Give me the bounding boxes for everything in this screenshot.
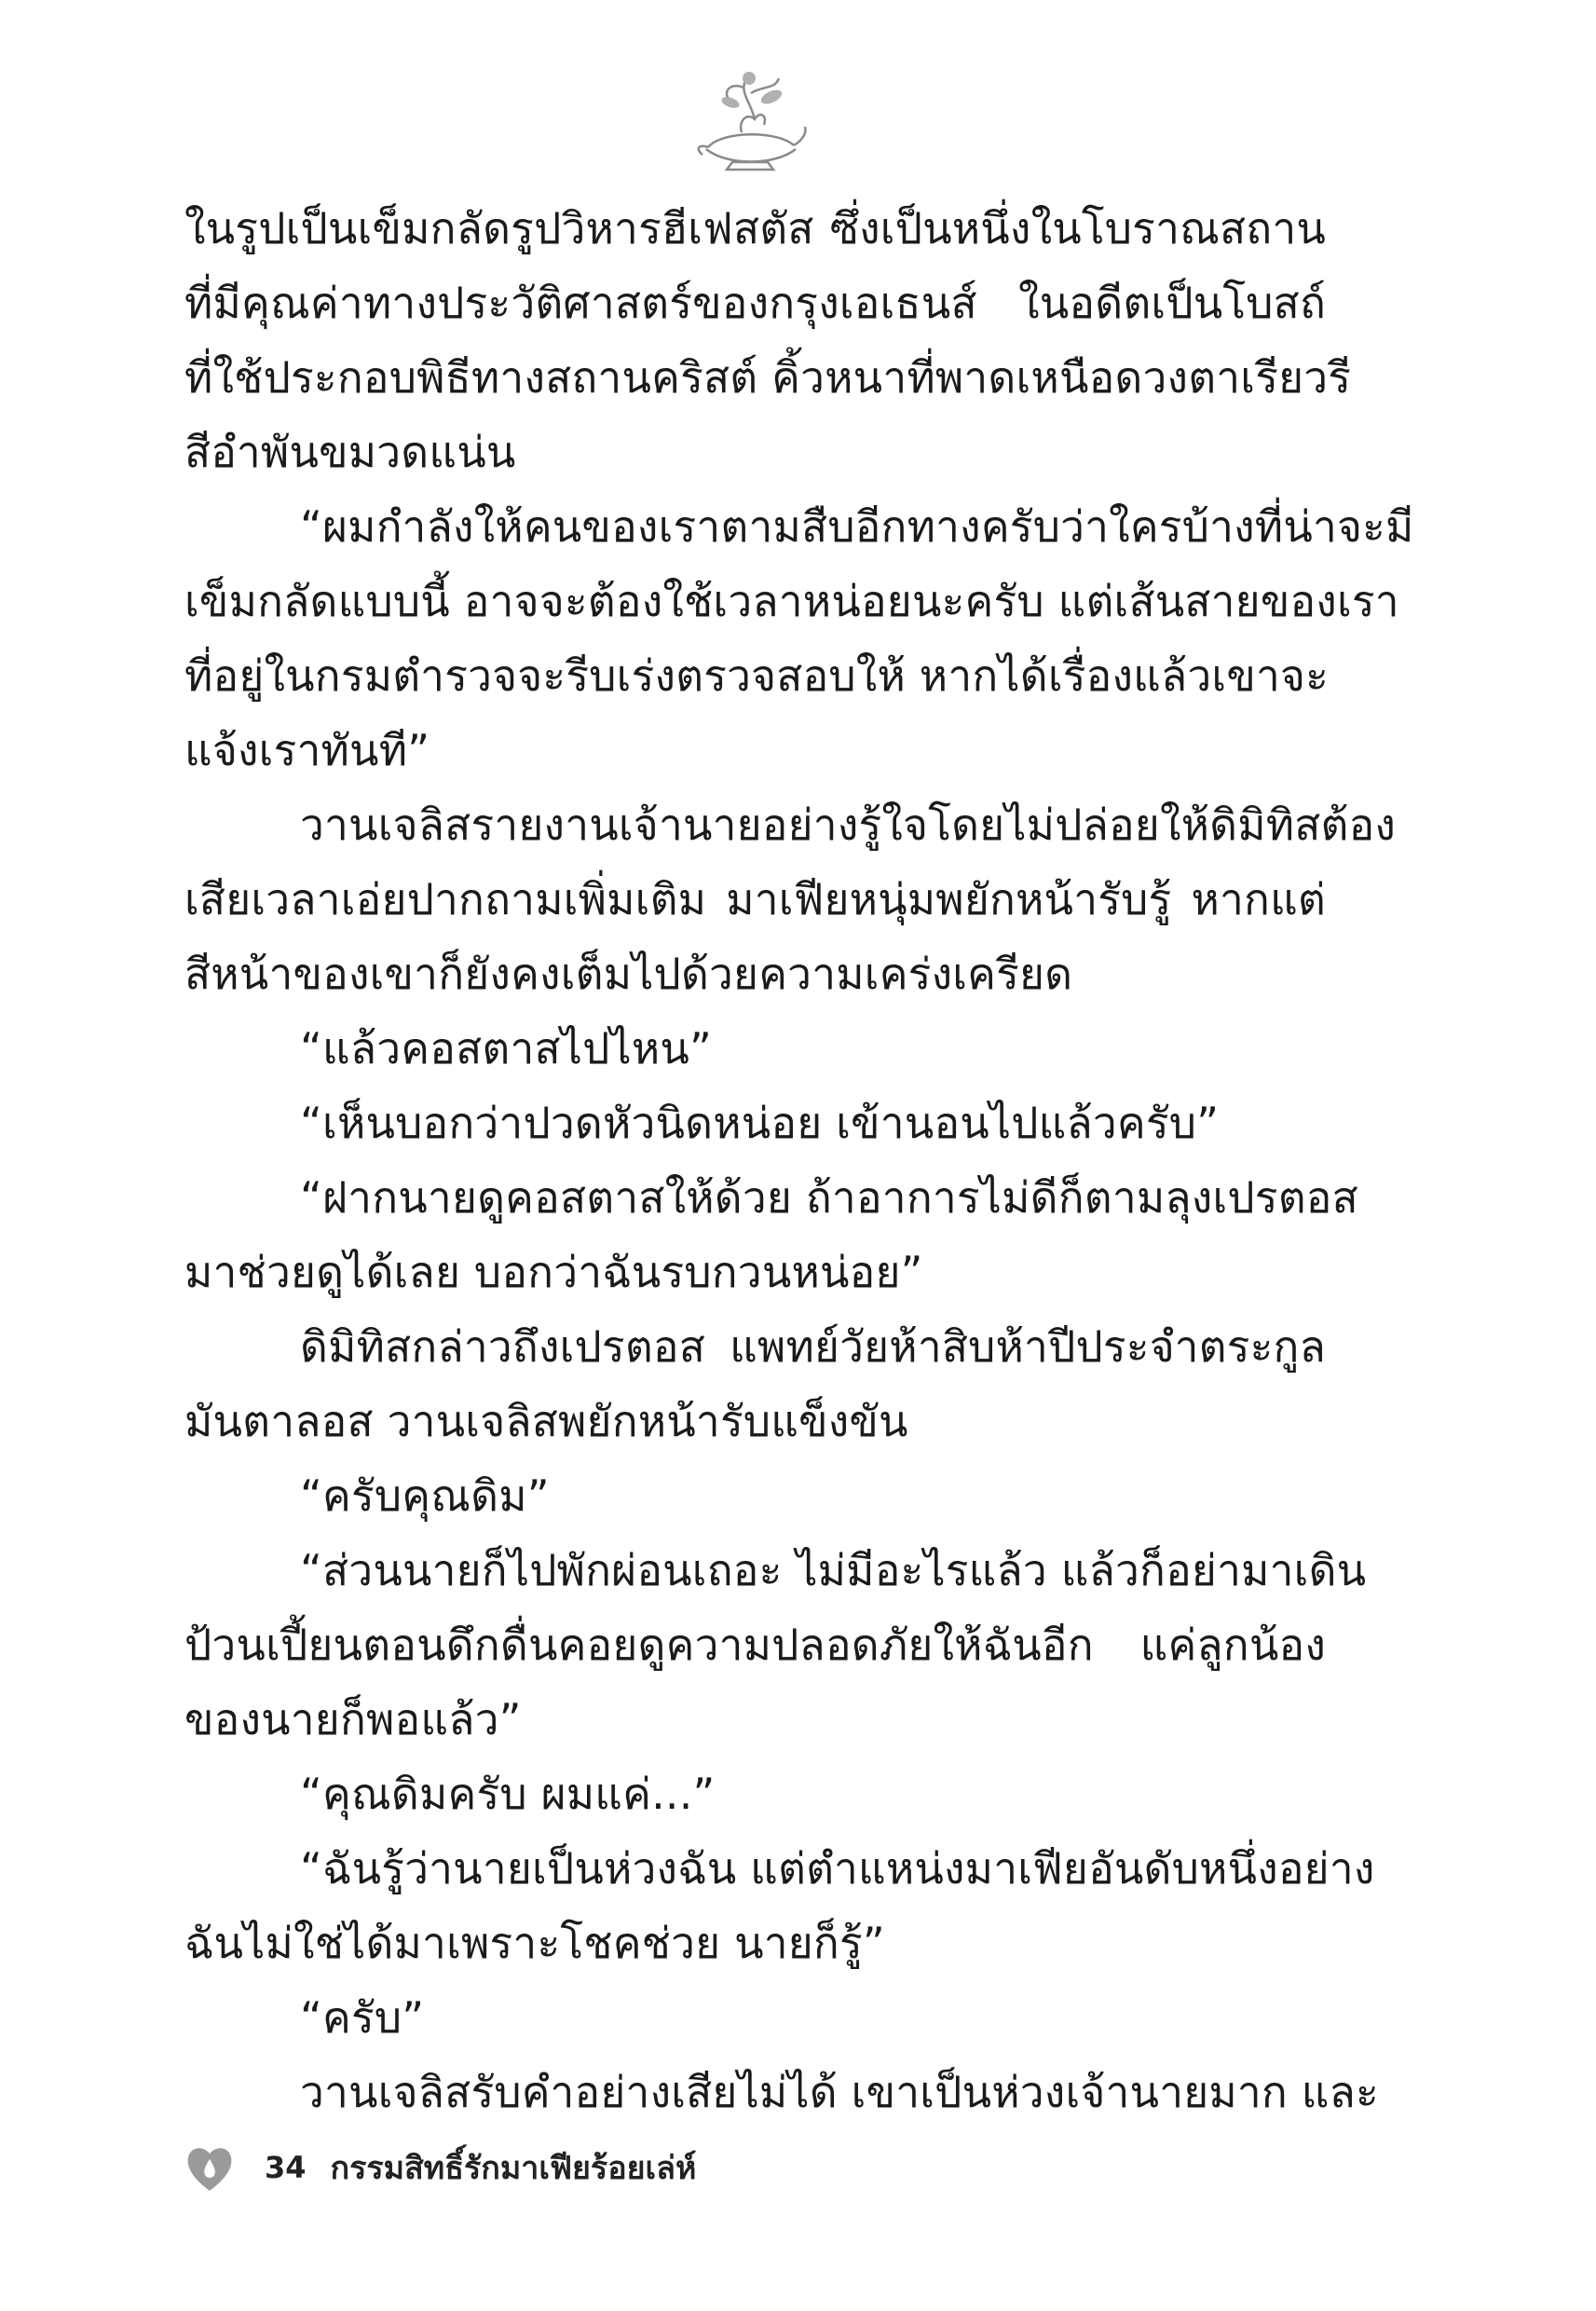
text-line: สีอำพันขมวดแน่น	[184, 427, 516, 477]
text-line: ในรูปเป็นเข็มกลัดรูปวิหารฮีเฟสตัส ซึ่งเป็นหนึ่งในโบราณสถาน	[184, 203, 1326, 253]
text-line: มาช่วยดูได้เลย บอกว่าฉันรบกวนหน่อย”	[184, 1247, 923, 1297]
text-line: มันตาลอส วานเจลิสพยักหน้ารับแข็งขัน	[184, 1396, 908, 1446]
text-line: “ครับ”	[300, 1992, 425, 2043]
text-line: วานเจลิสรับคำอย่างเสียไม่ได้ เขาเป็นห่วงเจ้านายมาก และ	[300, 2067, 1379, 2117]
text-line: “แล้วคอสตาสไปไหน”	[300, 1023, 713, 1073]
page-footer	[184, 2140, 696, 2195]
text-line: ที่อยู่ในกรมตำรวจจะรีบเร่งตรวจสอบให้ หากได้เรื่องแล้วเขาจะ	[184, 650, 1330, 701]
page-number: 34	[265, 2150, 307, 2185]
text-line: ดิมิทิสกล่าวถึงเปรตอส แพทย์วัยห้าสิบห้าปีประจำตระกูล	[300, 1321, 1326, 1372]
text-line: “ฉันรู้ว่านายเป็นห่วงฉัน แต่ตำแหน่งมาเฟียอันดับหนึ่งอย่าง	[300, 1843, 1375, 1894]
text-line: “คุณดิมครับ ผมแค่...”	[300, 1769, 716, 1819]
text-line: ป้วนเปี้ยนตอนดึกดื่นคอยดูความปลอดภัยให้ฉันอีก แค่ลูกน้อง	[184, 1620, 1326, 1670]
text-line: “ส่วนนายก็ไปพักผ่อนเถอะ ไม่มีอะไรแล้ว แล้วก็อย่ามาเดิน	[300, 1545, 1367, 1595]
text-line: แจ้งเราทันที”	[184, 725, 430, 775]
text-line: เข็มกลัดแบบนี้ อาจจะต้องใช้เวลาหน่อยนะครับ แต่เส้นสายของเรา	[184, 576, 1399, 626]
text-line: “ผมกำลังให้คนของเราตามสืบอีกทางครับว่าใครบ้างที่น่าจะมี	[300, 501, 1414, 552]
text-line: ที่ใช้ประกอบพิธีทางสถานคริสต์ คิ้วหนาที่พาดเหนือดวงตาเรียวรี	[184, 352, 1352, 403]
text-line: “ครับคุณดิม”	[300, 1470, 550, 1521]
heart-drop-icon	[184, 2140, 235, 2195]
text-line: ที่มีคุณค่าทางประวัติศาสตร์ของกรุงเอเธนส์ ในอดีตเป็นโบสถ์	[184, 278, 1326, 328]
text-line: “ฝากนายดูคอสตาสให้ด้วย ถ้าอาการไม่ดีก็ตามลุงเปรตอส	[300, 1172, 1358, 1223]
text-line: ฉันไม่ใช่ได้มาเพราะโชคช่วย นายก็รู้”	[184, 1918, 885, 1968]
text-line: เสียเวลาเอ่ยปากถามเพิ่มเติม มาเฟียหนุ่มพยักหน้ารับรู้ หากแต่	[184, 874, 1326, 924]
magic-lamp-fairy-icon	[689, 65, 811, 177]
text-line: ของนายก็พอแล้ว”	[184, 1694, 522, 1744]
text-line: “เห็นบอกว่าปวดหัวนิดหน่อย เข้านอนไปแล้วครับ”	[300, 1098, 1220, 1148]
text-line: สีหน้าของเขาก็ยังคงเต็มไปด้วยความเคร่งเครียด	[184, 949, 1073, 999]
book-title: กรรมสิทธิ์รักมาเฟียร้อยเล่ห์	[330, 2150, 697, 2187]
text-line: วานเจลิสรายงานเจ้านายอย่างรู้ใจโดยไม่ปล่อยให้ดิมิทิสต้อง	[300, 800, 1397, 850]
